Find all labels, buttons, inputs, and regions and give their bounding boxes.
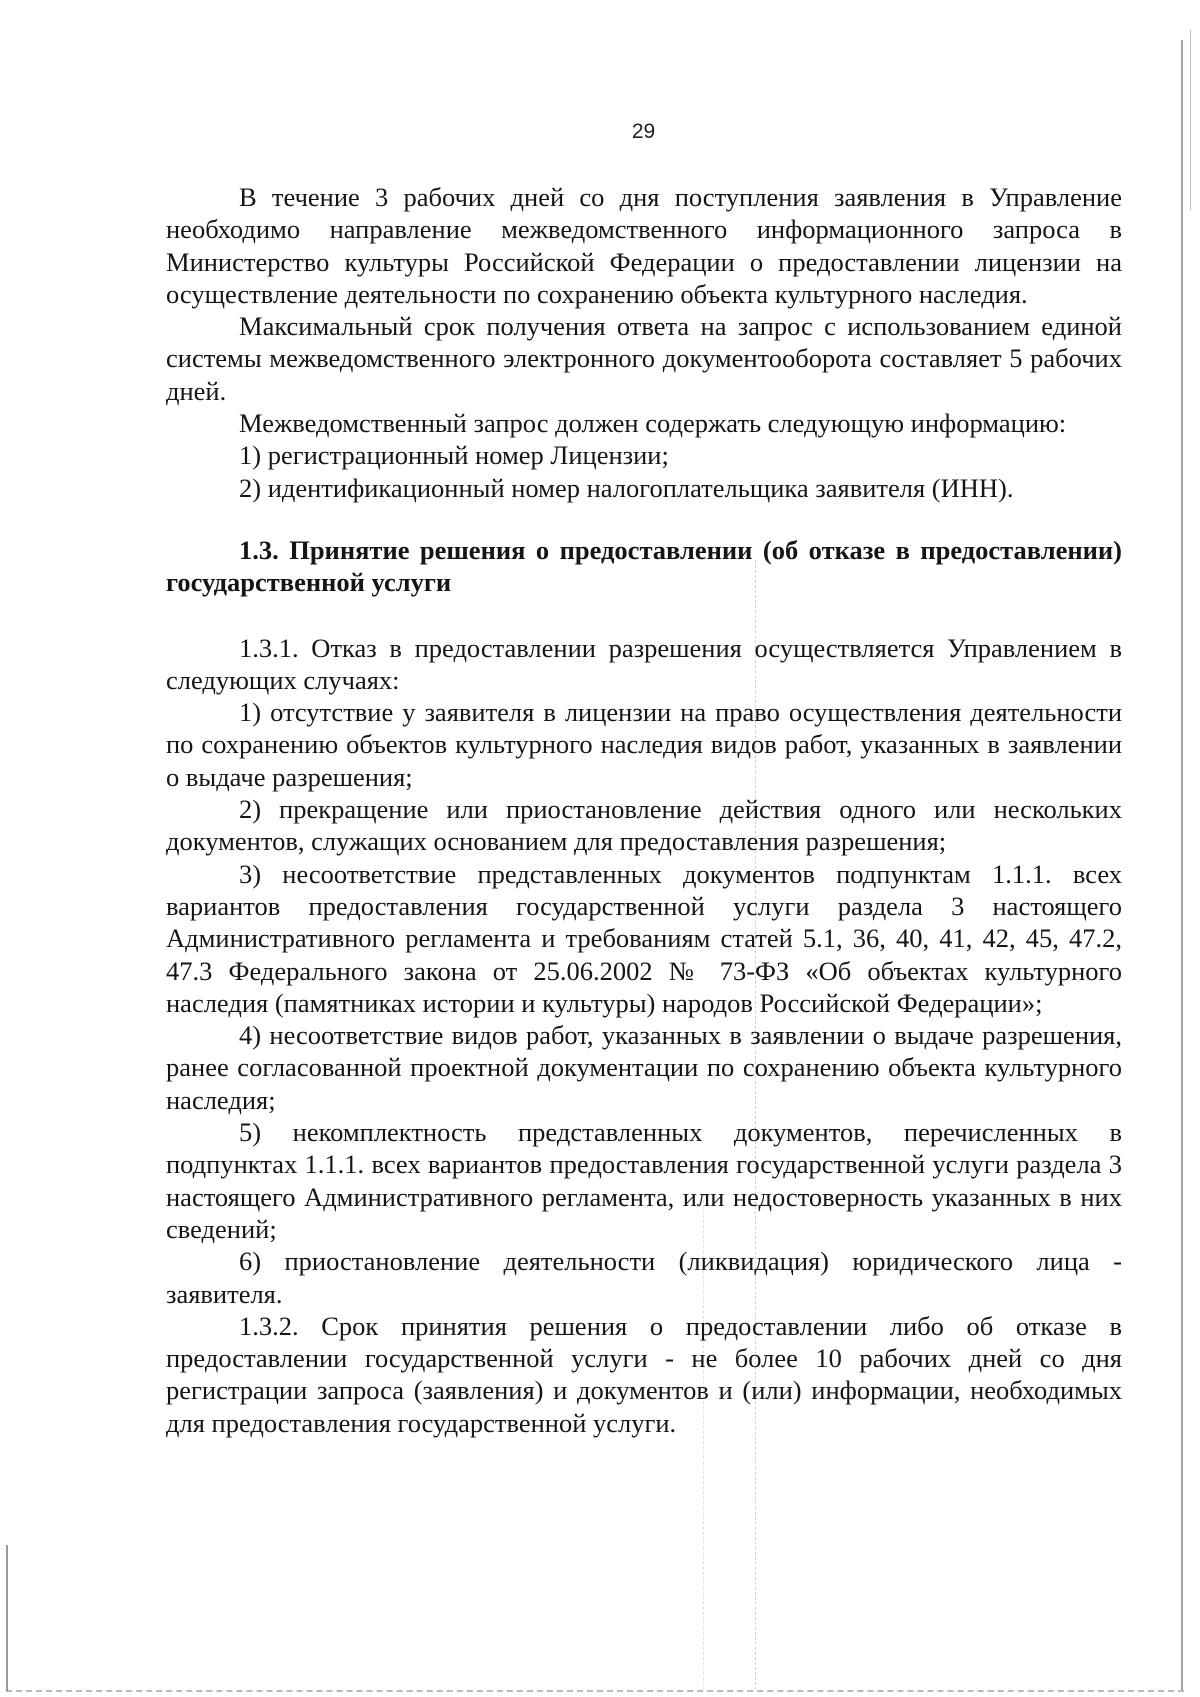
paragraph: В течение 3 рабочих дней со дня поступления заявления в Управление необходимо направление межведомственного информационного запроса в Министерство культуры Российской Федерации о предоставлении лицензии на осуществление деятельности по сохранению объекта культурного наследия.	[166, 182, 1122, 309]
paragraph: Межведомственный запрос должен содержать следующую информацию:	[239, 408, 1067, 439]
paragraph: Максимальный срок получения ответа на запрос с использованием единой системы межведомственного электронного документооборота составляет 5 рабочих дней.	[166, 311, 1122, 406]
scan-edge-bottom	[6, 1690, 1184, 1693]
paragraph: 1.3.1. Отказ в предоставлении разрешения осуществляется Управлением в следующих случаях:	[166, 632, 1122, 695]
list-item: 4) несоответствие видов работ, указанных в заявлении о выдаче разрешения, ранее согласованной проектной документации по сохранению объекта культурного наследия;	[166, 1020, 1122, 1115]
list-item: 5) некомплектность представленных документов, перечисленных в подпунктах 1.1.1. всех вариантов предоставления государственной услуги раздела 3 настоящего Административного регламента, или недостоверность указанных в них сведений;	[166, 1117, 1122, 1244]
list-item: 2) идентификационный номер налогоплательщика заявителя (ИНН).	[239, 472, 1014, 503]
list-item: 1) отсутствие у заявителя в лицензии на право осуществления деятельности по сохранению объектов культурного наследия видов работ, указанных в заявлении о выдаче разрешения;	[166, 697, 1122, 792]
list-item: 1) регистрационный номер Лицензии;	[239, 440, 669, 471]
page-number: 29	[631, 120, 656, 143]
list-item: 3) несоответствие представленных документов подпунктам 1.1.1. всех вариантов предоставления государственной услуги раздела 3 настоящего Административного регламента и требованиям статей 5.1, 36, 40, 41, 42, 45, 47.2, 47.3 Федерального закона от 25.06.2002 № 73-ФЗ «Об объектах культурного наследия (памятниках истории и культуры) народов Российской Федерации»;	[166, 858, 1122, 1018]
document-body	[166, 181, 1122, 1439]
scan-edge-left	[6, 1545, 8, 1691]
list-item: 6) приостановление деятельности (ликвидация) юридического лица - заявителя.	[166, 1246, 1122, 1309]
list-item: 2) прекращение или приостановление действия одного или нескольких документов, служащих основанием для предоставления разрешения;	[166, 794, 1122, 857]
scan-edge-right	[1181, 40, 1183, 1690]
paragraph: 1.3.2. Срок принятия решения о предоставлении либо об отказе в предоставлении государственной услуги - не более 10 рабочих дней со дня регистрации запроса (заявления) и документов и (или) информации, необходимых для предоставления государственной услуги.	[166, 1310, 1122, 1438]
section-heading: 1.3. Принятие решения о предоставлении (об отказе в предоставлении) государственной услуги	[166, 534, 1122, 598]
